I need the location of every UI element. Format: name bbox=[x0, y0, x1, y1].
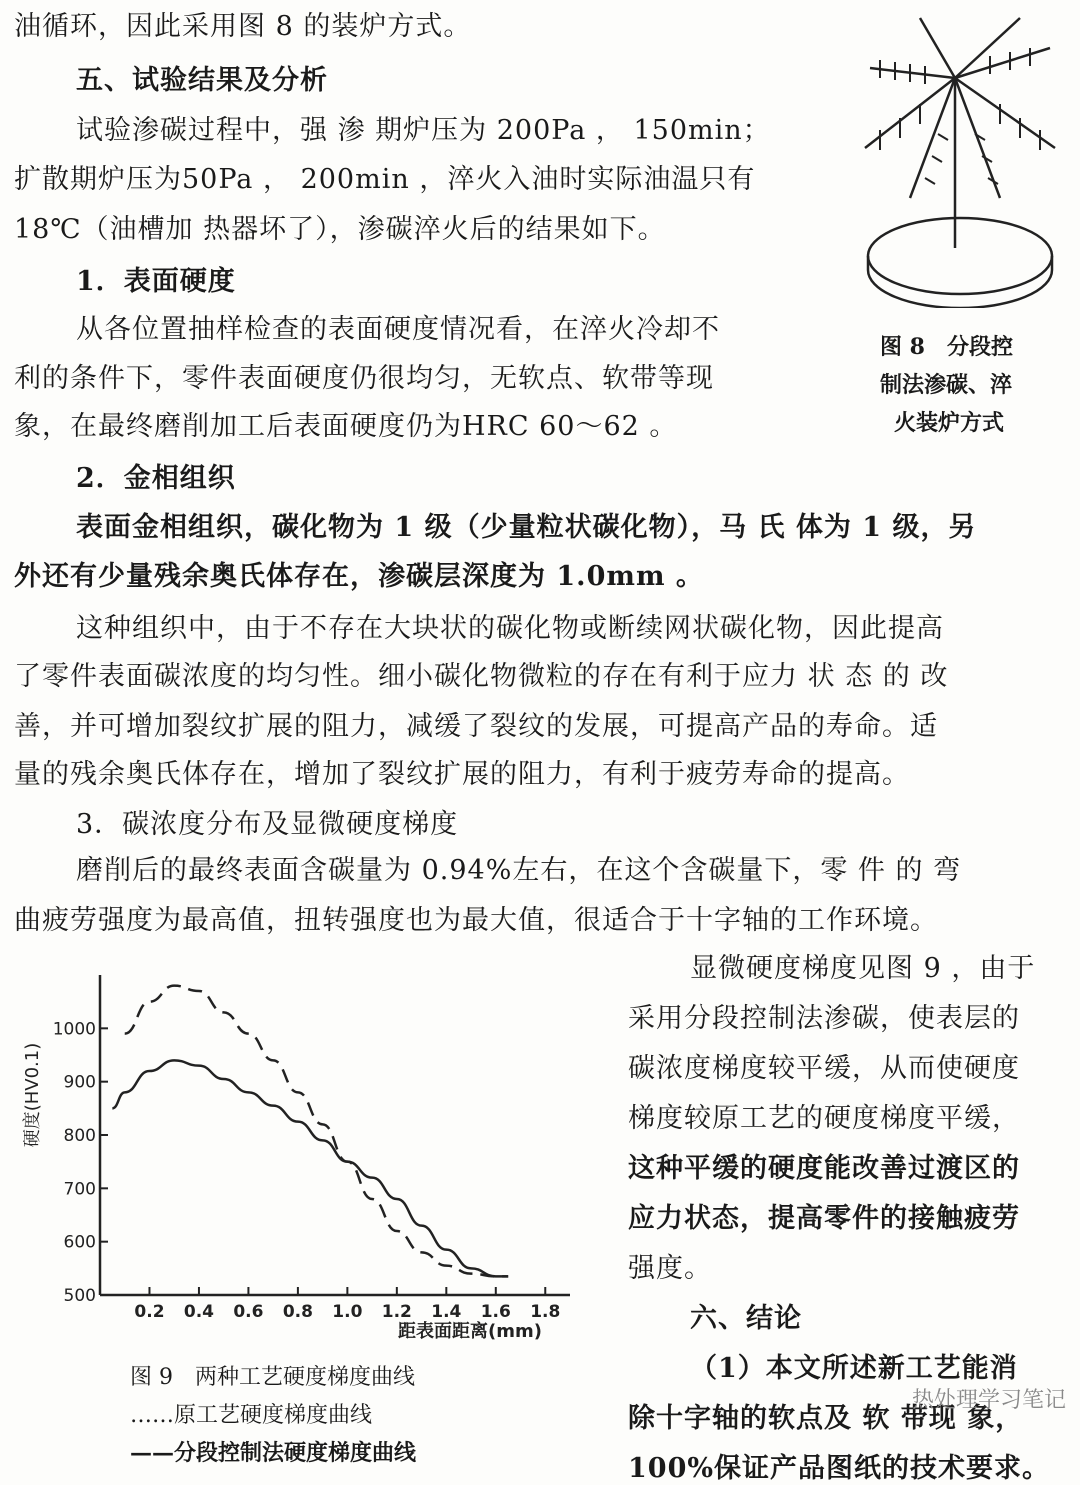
y-tick-label: 500 bbox=[63, 1286, 96, 1306]
subheading-3: 3．碳浓度分布及显微硬度梯度 bbox=[76, 809, 459, 840]
fig8-caption: 图 8 分段控 bbox=[880, 334, 1013, 360]
fig9-legend-dashed: ……原工艺硬度梯度曲线 bbox=[130, 1403, 373, 1428]
text-line: 这种组织中，由于不存在大块状的碳化物或断续网状碳化物，因此提高 bbox=[76, 613, 944, 644]
text-line: 表面金相组织，碳化物为 1 级（少量粒状碳化物），马 氏 体为 1 级，另 bbox=[76, 512, 977, 543]
subheading-2: 2．金相组织 bbox=[76, 463, 236, 494]
series-staged-process bbox=[112, 1060, 508, 1276]
section-heading-6: 六、结论 bbox=[690, 1303, 802, 1334]
text-line: 这种平缓的硬度能改善过渡区的 bbox=[628, 1153, 1020, 1184]
text-line: 从各位置抽样检查的表面硬度情况看，在淬火冷却不 bbox=[76, 314, 720, 345]
text-line: 显微硬度梯度见图 9 ，由于 bbox=[690, 953, 1036, 984]
fig8-caption: 火装炉方式 bbox=[894, 410, 1005, 436]
text-line: 磨削后的最终表面含碳量为 0.94%左右，在这个含碳量下，零 件 的 弯 bbox=[76, 855, 962, 886]
text-line: 100%保证产品图纸的技术要求。 bbox=[628, 1453, 1051, 1484]
subheading-1: 1．表面硬度 bbox=[76, 266, 236, 297]
text-line: 扩散期炉压为50Pa ， 200min ，淬火入油时实际油温只有 bbox=[14, 164, 756, 195]
text-line: 了零件表面碳浓度的均匀性。细小碳化物微粒的存在有利于应力 状 态 的 改 bbox=[14, 661, 949, 692]
x-axis-label: 距表面距离(mm) bbox=[398, 1321, 542, 1342]
series-original-process bbox=[125, 986, 508, 1277]
text-line: 碳浓度梯度较平缓，从而使硬度 bbox=[628, 1053, 1020, 1084]
y-axis-label: 硬度(HV0.1) bbox=[22, 1042, 43, 1148]
x-tick-label: 0.8 bbox=[282, 1302, 313, 1322]
text-line: 外还有少量残余奥氏体存在，渗碳层深度为 1.0mm 。 bbox=[14, 561, 704, 592]
y-tick-label: 800 bbox=[63, 1126, 96, 1146]
x-tick-label: 1.8 bbox=[530, 1302, 561, 1322]
y-tick-label: 600 bbox=[63, 1232, 96, 1253]
y-tick-label: 1000 bbox=[52, 1019, 96, 1040]
text-line: 试验渗碳过程中，强 渗 期炉压为 200Pa ， 150min； bbox=[76, 115, 771, 146]
fig9-legend-solid: ——分段控制法硬度梯度曲线 bbox=[130, 1440, 417, 1466]
section-heading-5: 五、试验结果及分析 bbox=[76, 65, 328, 96]
text-line: 18℃（油槽加 热器坏了），渗碳淬火后的结果如下。 bbox=[14, 214, 666, 245]
fig9-hardness-chart bbox=[10, 955, 600, 1355]
text-line: 利的条件下，零件表面硬度仍很均匀，无软点、软带等现 bbox=[14, 363, 714, 394]
x-tick-label: 1.2 bbox=[381, 1302, 412, 1322]
text-line: 量的残余奥氏体存在，增加了裂纹扩展的阻力，有利于疲劳寿命的提高。 bbox=[14, 759, 910, 790]
x-tick-label: 0.2 bbox=[134, 1302, 165, 1322]
fig8-caption: 制法渗碳、淬 bbox=[880, 372, 1013, 398]
text-line: 应力状态，提高零件的接触疲劳 bbox=[628, 1203, 1020, 1234]
x-tick-label: 1.0 bbox=[332, 1302, 363, 1322]
x-tick-label: 1.4 bbox=[431, 1302, 462, 1322]
watermark: 热处理学习笔记 bbox=[911, 1388, 1066, 1413]
text-line: 梯度较原工艺的硬度梯度平缓， bbox=[628, 1103, 1020, 1134]
text-line: 象，在最终磨削加工后表面硬度仍为HRC 60～62 。 bbox=[14, 411, 678, 442]
text-line: 采用分段控制法渗碳，使表层的 bbox=[628, 1003, 1020, 1034]
text-line: 曲疲劳强度为最高值，扭转强度也为最大值，很适合于十字轴的工作环境。 bbox=[14, 905, 938, 936]
x-tick-label: 1.6 bbox=[480, 1302, 511, 1322]
y-tick-label: 700 bbox=[63, 1179, 96, 1200]
x-tick-label: 0.6 bbox=[233, 1302, 264, 1322]
fig8-loading-diagram bbox=[850, 8, 1075, 308]
x-tick-label: 0.4 bbox=[183, 1302, 215, 1322]
text-line: （1）本文所述新工艺能消 bbox=[690, 1353, 1018, 1384]
text-line: 除十字轴的软点及 软 带现 象， bbox=[628, 1403, 1024, 1434]
y-tick-label: 900 bbox=[63, 1072, 96, 1093]
fig9-caption: 图 9 两种工艺硬度梯度曲线 bbox=[130, 1365, 415, 1390]
text-line: 善，并可增加裂纹扩展的阻力，减缓了裂纹的发展，可提高产品的寿命。适 bbox=[14, 711, 938, 742]
text-line: 油循环，因此采用图 8 的装炉方式。 bbox=[14, 11, 472, 42]
text-line: 强度。 bbox=[628, 1253, 712, 1284]
